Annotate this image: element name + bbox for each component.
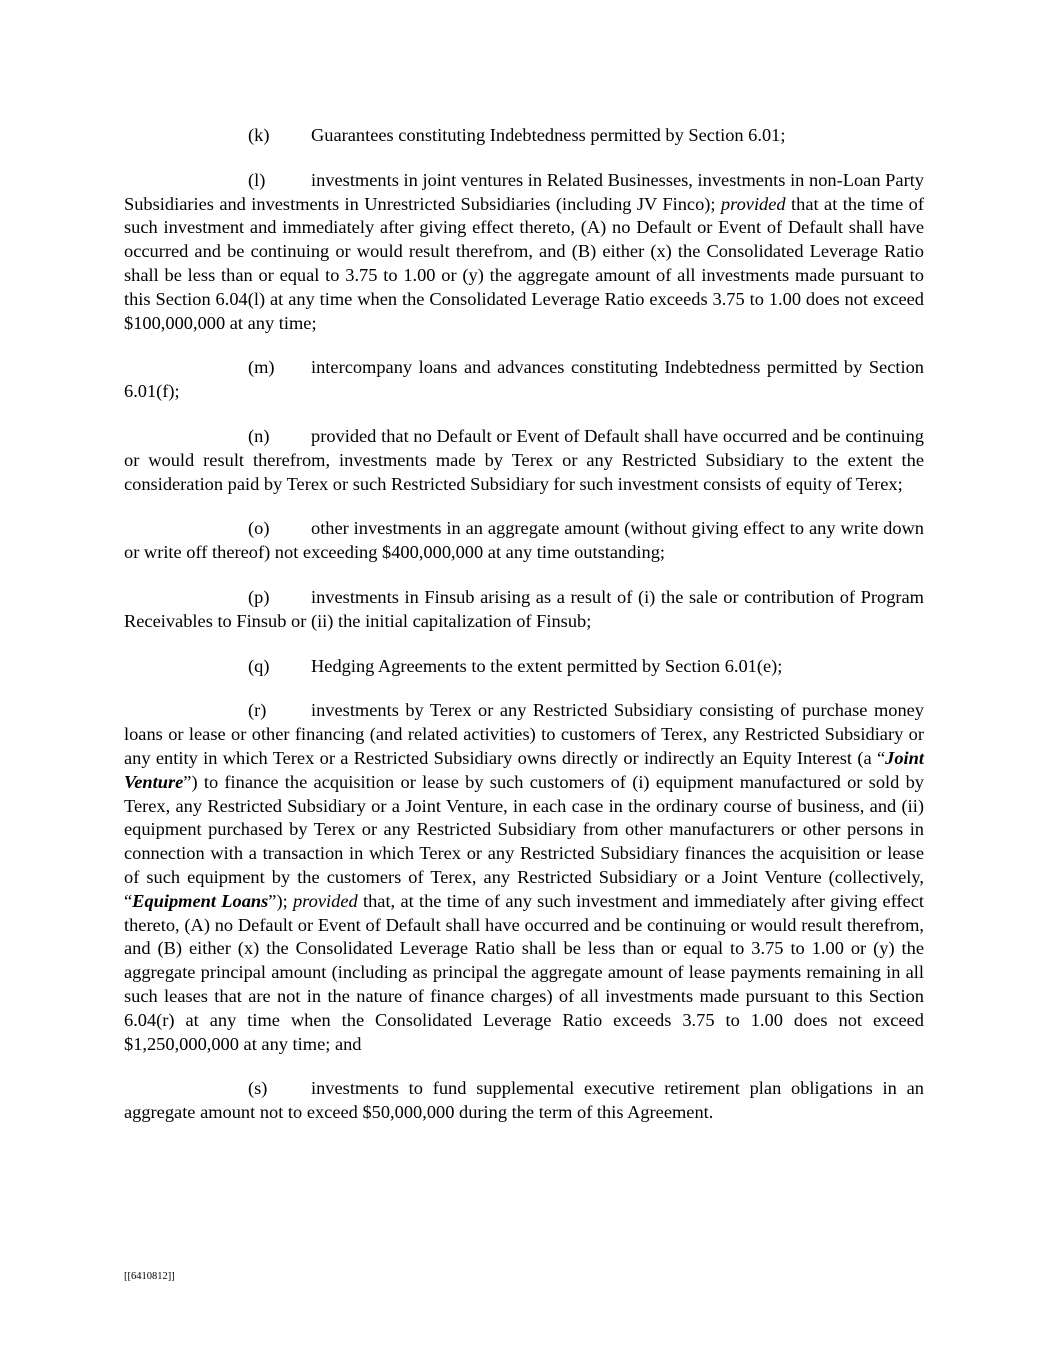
clause-label: (k): [248, 125, 270, 145]
clause-text: investments by Terex or any Restricted Subsidiary consisting of purchase money loans or lease or other financing (and related activities) to customers of Terex, any Restricted Subsidiary or any entity in which Terex or a Restricted Subsidiary owns directly or indirectly an Equity Interest (a “: [124, 700, 924, 768]
document-body: [124, 124, 924, 1146]
clause-label: (q): [248, 655, 270, 676]
clause-text: investments in joint ventures in Related Businesses, investments in non-Loan Party Subsidiaries and investments in Unrestricted Subsidiaries (including JV Finco);: [124, 169, 924, 214]
defined-term-equipment-loans: Equipment Loans: [132, 890, 269, 911]
clause-text: other investments in an aggregate amount (without giving effect to any write down or write off thereof) not exceeding $400,000,000 at any time outstanding;: [124, 518, 924, 563]
clause-label: (l): [248, 169, 266, 190]
clause-label: (m): [248, 357, 275, 378]
clause-text-continued: ”) to finance the acquisition or lease by such customers of (i) equipment manufactured or sold by Terex, any Restricted Subsidiary or a Joint Venture, in each case in the ordinary course of business, and (ii) equipment purchased by Terex or any Restricted Subsidiary from other manufacturers or other persons in connection with a transaction in which Terex or any Restricted Subsidiary finances the acquisition or lease of such equipment by the customers of Terex, any Restricted Subsidiary or a Joint Venture (collectively, “: [124, 771, 924, 911]
clause-text: intercompany loans and advances constituting Indebtedness permitted by Section 6.01(f);: [124, 357, 924, 402]
defined-term-joint-venture: Joint Venture: [124, 747, 924, 792]
clause-l: [124, 169, 924, 336]
clause-label: (n): [248, 425, 270, 446]
clause-text: investments to fund supplemental executive retirement plan obligations in an aggregate amount not to exceed $50,000,000 during the term of this Agreement.: [124, 1078, 924, 1123]
document-id-footer: [[6410812]]: [124, 1271, 175, 1282]
provided-term: provided: [292, 890, 358, 911]
clause-label: (s): [248, 1078, 268, 1099]
clause-k: [124, 124, 924, 148]
clause-s: [124, 1077, 924, 1125]
clause-text-continued: that, at the time of any such investment and immediately after giving effect thereto, (A) no Default or Event of Default shall have occurred and be continuing or would result therefrom, and (B) either (x) the Consolidated Leverage Ratio shall be less than or equal to 3.75 to 1.00 or (y) the aggregate principal amount (including as principal the aggregate amount of lease payments remaining in all such leases that are not in the nature of finance charges) of all investments made pursuant to this Section 6.04(r) at any time when the Consolidated Leverage Ratio exceeds 3.75 to 1.00 does not exceed $1,250,000,000 at any time; and: [124, 890, 924, 1054]
clause-text: Hedging Agreements to the extent permitted by Section 6.01(e);: [311, 655, 783, 676]
clause-n: [124, 425, 924, 496]
clause-r: [124, 699, 924, 1056]
clause-m: [124, 356, 924, 404]
clause-p: [124, 586, 924, 634]
clause-text: provided that no Default or Event of Default shall have occurred and be continuing or would result therefrom, investments made by Terex or any Restricted Subsidiary to the extent the consideration paid by Terex or such Restricted Subsidiary for such investment consists of equity of Terex;: [124, 425, 924, 494]
provided-term: provided: [720, 193, 786, 214]
clause-label: (p): [248, 586, 270, 607]
clause-text-continued: ”);: [268, 890, 288, 911]
clause-text: Guarantees constituting Indebtedness permitted by Section 6.01;: [311, 125, 786, 145]
clause-text-continued: that at the time of such investment and immediately after giving effect thereto, (A) no Default or Event of Default shall have occurred and be continuing or would result therefrom, and (B) either (x) the Consolidated Leverage Ratio shall be less than or equal to 3.75 to 1.00 or (y) the aggregate amount of all investments made pursuant to this Section 6.04(l) at any time when the Consolidated Leverage Ratio exceeds 3.75 to 1.00 does not exceed $100,000,000 at any time;: [124, 193, 924, 333]
clause-text: investments in Finsub arising as a result of (i) the sale or contribution of Program Receivables to Finsub or (ii) the initial capitalization of Finsub;: [124, 586, 924, 631]
clause-label: (r): [248, 700, 267, 721]
clause-o: [124, 517, 924, 565]
clause-q: [124, 655, 924, 679]
clause-label: (o): [248, 518, 270, 539]
